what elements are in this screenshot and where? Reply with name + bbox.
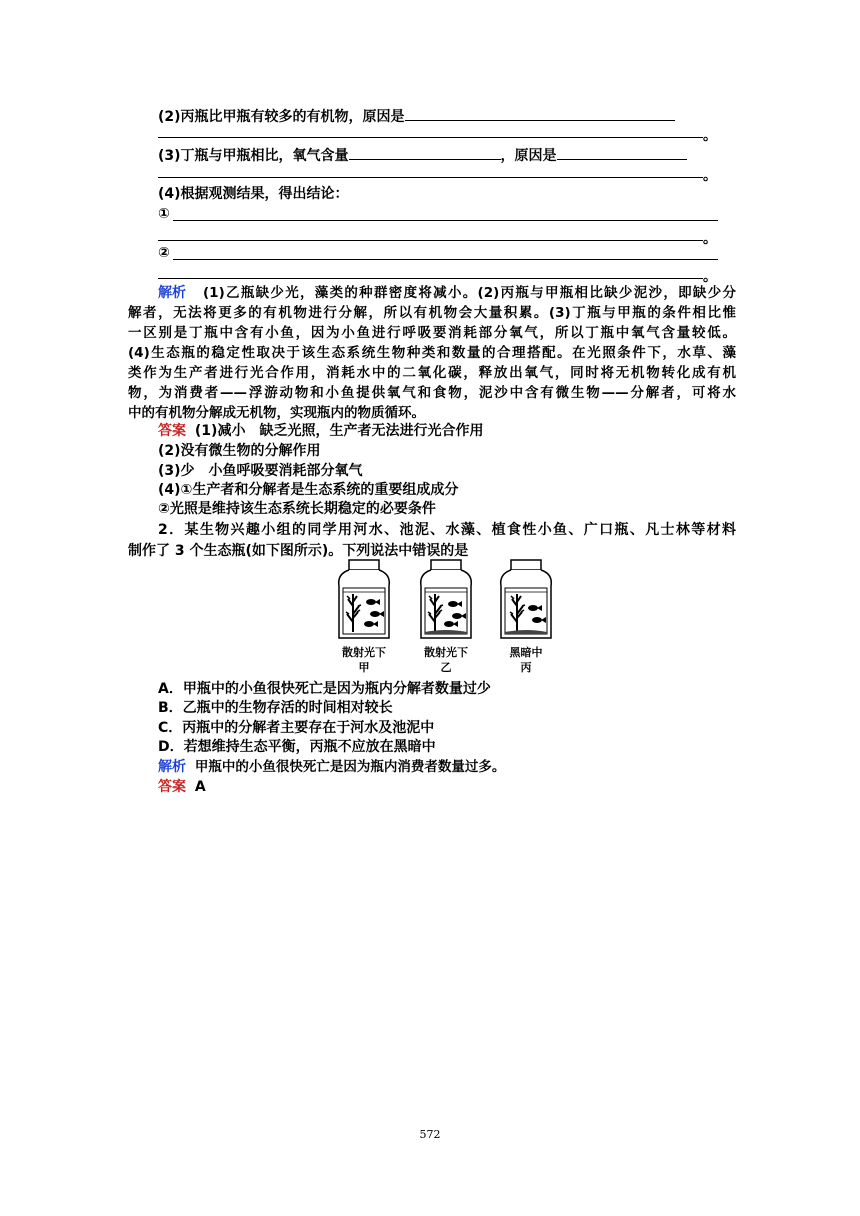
q4-blank-2b[interactable]: [158, 264, 703, 279]
answer-1-a1: (1)减小 缺乏光照，生产者无法进行光合作用: [194, 423, 484, 439]
q4-text: (4)根据观测结果，得出结论：: [158, 186, 349, 202]
analysis-1-text-1: (1)乙瓶缺少光，藻类的种群密度将减小。(2)丙瓶与甲瓶相比缺少泥沙，即缺少分: [203, 285, 736, 301]
q3-middle-text: ，原因是: [500, 148, 557, 164]
answer-label: 答案: [158, 423, 186, 439]
option-a: A．甲瓶中的小鱼很快死亡是因为瓶内分解者数量过少: [158, 681, 491, 697]
jar-bing-name: 丙: [520, 661, 532, 674]
ecosystem-jars-figure: [335, 558, 560, 646]
jar-yi: [421, 560, 472, 638]
q3-blank-2[interactable]: [557, 145, 687, 160]
q2-text: (2)丙瓶比甲瓶有较多的有机物，原因是: [158, 109, 405, 125]
answer-2-line: [158, 777, 206, 797]
q2-blank-2[interactable]: [158, 123, 703, 138]
answer-1-a3: (3)少 小鱼呼吸要消耗部分氧气: [158, 463, 363, 479]
question-2-line-2: 制作了 3 个生态瓶(如下图所示)。下列说法中错误的是: [128, 543, 469, 559]
answer-2-label: 答案: [158, 779, 186, 795]
q3-text: (3)丁瓶与甲瓶相比，氧气含量: [158, 148, 349, 164]
q4-blank-2a[interactable]: [173, 245, 718, 260]
page-number: 572: [419, 1128, 441, 1141]
option-b: B．乙瓶中的生物存活的时间相对较长: [158, 700, 393, 716]
q3-blank-1[interactable]: [349, 145, 501, 160]
answer-1-line-1: [158, 421, 483, 441]
q2-blank-1[interactable]: [405, 106, 675, 121]
question-2-line-1: 2．某生物兴趣小组的同学用河水、池泥、水藻、植食性小鱼、广口瓶、凡士林等材料: [158, 522, 736, 538]
q4-period-1: 。: [703, 231, 717, 247]
option-d: D．若想维持生态平衡，丙瓶不应放在黑暗中: [158, 739, 436, 755]
analysis-1-line-1: [158, 283, 186, 303]
jar-bing: [501, 560, 552, 638]
q4-blank-1b[interactable]: [158, 226, 703, 241]
answer-1-a5: ②光照是维持该生态系统长期稳定的必要条件: [158, 501, 436, 517]
answer-2-text: A: [194, 779, 206, 795]
q4-period-2: 。: [703, 269, 717, 285]
option-c: C．丙瓶中的分解者主要存在于河水及池泥中: [158, 720, 435, 736]
analysis-1-text-5: 类作为生产者进行光合作用，消耗水中的二氧化碳，释放出氧气，同时将无机物转化成有机: [128, 365, 736, 381]
analysis-label: 解析: [158, 285, 186, 301]
analysis-2-line: [158, 757, 505, 777]
jar-bing-condition: 黑暗中: [509, 646, 543, 659]
analysis-1-text-3: 一区别是丁瓶中含有小鱼，因为小鱼进行呼吸要消耗部分氧气，所以丁瓶中氧气含量较低。: [128, 325, 736, 341]
q2-period: 。: [703, 128, 717, 144]
jar-yi-condition: 散射光下: [424, 646, 468, 659]
q4-line: [158, 184, 349, 204]
jar-yi-name: 乙: [440, 661, 452, 674]
analysis-1-text-2: 解者，无法将更多的有机物进行分解，所以有机物会大量积累。(3)丁瓶与甲瓶的条件相比惟: [128, 305, 736, 321]
jar-jia-name: 甲: [358, 661, 370, 674]
analysis-1-text-4: (4)生态瓶的稳定性取决于该生态系统生物种类和数量的合理搭配。在光照条件下，水草、藻: [128, 345, 736, 361]
analysis-1-text-7: 中的有机物分解成无机物，实现瓶内的物质循环。: [128, 405, 425, 421]
answer-1-a4: (4)①生产者和分解者是生态系统的重要组成成分: [158, 482, 459, 498]
analysis-2-text: 甲瓶中的小鱼很快死亡是因为瓶内消费者数量过多。: [194, 759, 506, 775]
q3-blank-3[interactable]: [158, 163, 703, 178]
q4-blank-1a[interactable]: [173, 206, 718, 221]
jar-jia: [339, 560, 390, 638]
answer-1-a2: (2)没有微生物的分解作用: [158, 443, 321, 459]
q4-circle-2: ②: [158, 245, 170, 261]
q3-period: 。: [703, 168, 717, 184]
q4-circle-1: ①: [158, 206, 170, 222]
analysis-1-text-6: 物，为消费者——浮游动物和小鱼提供氧气和食物，泥沙中含有微生物——分解者，可将水: [128, 385, 736, 401]
analysis-2-label: 解析: [158, 759, 186, 775]
jar-jia-condition: 散射光下: [342, 646, 386, 659]
